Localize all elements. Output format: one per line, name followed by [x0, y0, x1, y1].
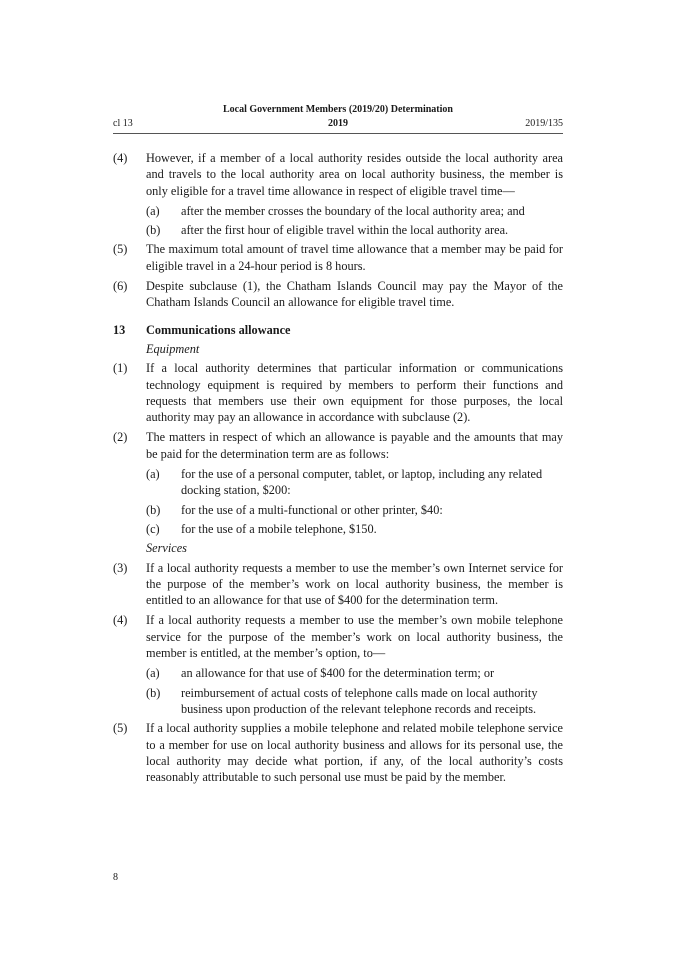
page-number: 8	[113, 872, 118, 883]
subheading-equipment: Equipment	[146, 341, 200, 356]
subclause-13-3	[113, 560, 563, 609]
paragraph-13-2-c	[113, 521, 563, 537]
subclause-text: If a local authority requests a member to use the member’s own Internet service for the purpose of the member’s work on local authority business, the member is entitled to an allowance for that use of $400 for the determination term.	[146, 560, 563, 608]
header-instrument-number: 2019/135	[525, 118, 563, 129]
paragraph-text: for the use of a personal computer, tablet, or laptop, including any related docking station, $200:	[181, 467, 543, 498]
subclause-12-4	[113, 150, 563, 199]
subclause-number: (3)	[113, 560, 128, 575]
paragraph-13-4-b	[113, 685, 563, 718]
paragraph-12-4-b	[113, 222, 563, 238]
paragraph-text: for the use of a multi-functional or other printer, $40:	[181, 502, 443, 517]
clause-title: Communications allowance	[146, 322, 291, 337]
subclause-text: The maximum total amount of travel time allowance that a member may be paid for eligible travel in a 24-hour period is 8 hours.	[146, 242, 563, 273]
subclause-text: Despite subclause (1), the Chatham Islands Council may pay the Mayor of the Chatham Islands Council an allowance for eligible travel time.	[146, 279, 563, 310]
subclause-13-5	[113, 720, 563, 785]
subclause-number: (4)	[113, 613, 128, 628]
paragraph-text: for the use of a mobile telephone, $150.	[181, 521, 377, 536]
subclause-text: The matters in respect of which an allowance is payable and the amounts that may be paid for the determination term are as follows:	[146, 430, 563, 461]
paragraph-text: an allowance for that use of $400 for the determination term; or	[181, 666, 495, 681]
subclause-number: (5)	[113, 721, 128, 736]
header-title: Local Government Members (2019/20) Determination	[223, 104, 453, 115]
paragraph-label: (b)	[146, 502, 161, 517]
paragraph-text: reimbursement of actual costs of telephone calls made on local authority business upon production of the relevant telephone records and receipts.	[181, 685, 538, 716]
paragraph-label: (b)	[146, 685, 161, 700]
paragraph-13-2-a	[113, 466, 563, 499]
clause-13-heading	[113, 322, 563, 338]
subclause-12-6	[113, 278, 563, 311]
subclause-text: If a local authority determines that particular information or communications technology equipment is required by members to perform their functions and requests that members use their own equipment for those purposes, the local authority may pay an allowance in accordance with subclause (2).	[146, 361, 563, 425]
subclause-text: If a local authority requests a member to use the member’s own mobile telephone service for the purpose of the member’s work on local authority business, the member is entitled, at the member’s option, to—	[146, 613, 563, 661]
clause-number: 13	[113, 322, 126, 337]
paragraph-text: after the member crosses the boundary of the local authority area; and	[181, 203, 525, 218]
header-year: 2019	[328, 118, 348, 129]
header-rule	[113, 133, 563, 134]
subclause-number: (1)	[113, 361, 128, 376]
header-clause-ref: cl 13	[113, 118, 133, 129]
paragraph-label: (a)	[146, 666, 160, 681]
paragraph-label: (b)	[146, 223, 161, 238]
paragraph-label: (a)	[146, 203, 160, 218]
subclause-13-4	[113, 612, 563, 661]
subclause-number: (4)	[113, 151, 128, 165]
paragraph-label: (a)	[146, 467, 160, 482]
subheading-services: Services	[146, 541, 187, 556]
paragraph-13-4-a	[113, 665, 563, 681]
subclause-number: (6)	[113, 279, 128, 294]
subclause-number: (2)	[113, 430, 128, 445]
paragraph-13-2-b	[113, 502, 563, 518]
subclause-13-2	[113, 429, 563, 462]
subclause-text: If a local authority supplies a mobile telephone and related mobile telephone service to a member for use on local authority business and allows for its personal use, the local authority may decide what portion, if any, of the local authority’s costs reasonably attributable to such personal use must be paid by the member.	[146, 721, 563, 785]
paragraph-12-4-a	[113, 203, 563, 219]
subclause-12-5	[113, 241, 563, 274]
paragraph-text: after the first hour of eligible travel within the local authority area.	[181, 223, 509, 238]
subclause-number: (5)	[113, 242, 128, 257]
subclause-text: However, if a member of a local authority resides outside the local authority area and travels to the local authority area on local authority business, the member is only eligible for a travel time allowance in respect of eligible travel time—	[146, 151, 563, 198]
page-body	[113, 150, 563, 789]
running-header	[113, 103, 563, 133]
paragraph-label: (c)	[146, 521, 160, 536]
subclause-13-1	[113, 360, 563, 425]
